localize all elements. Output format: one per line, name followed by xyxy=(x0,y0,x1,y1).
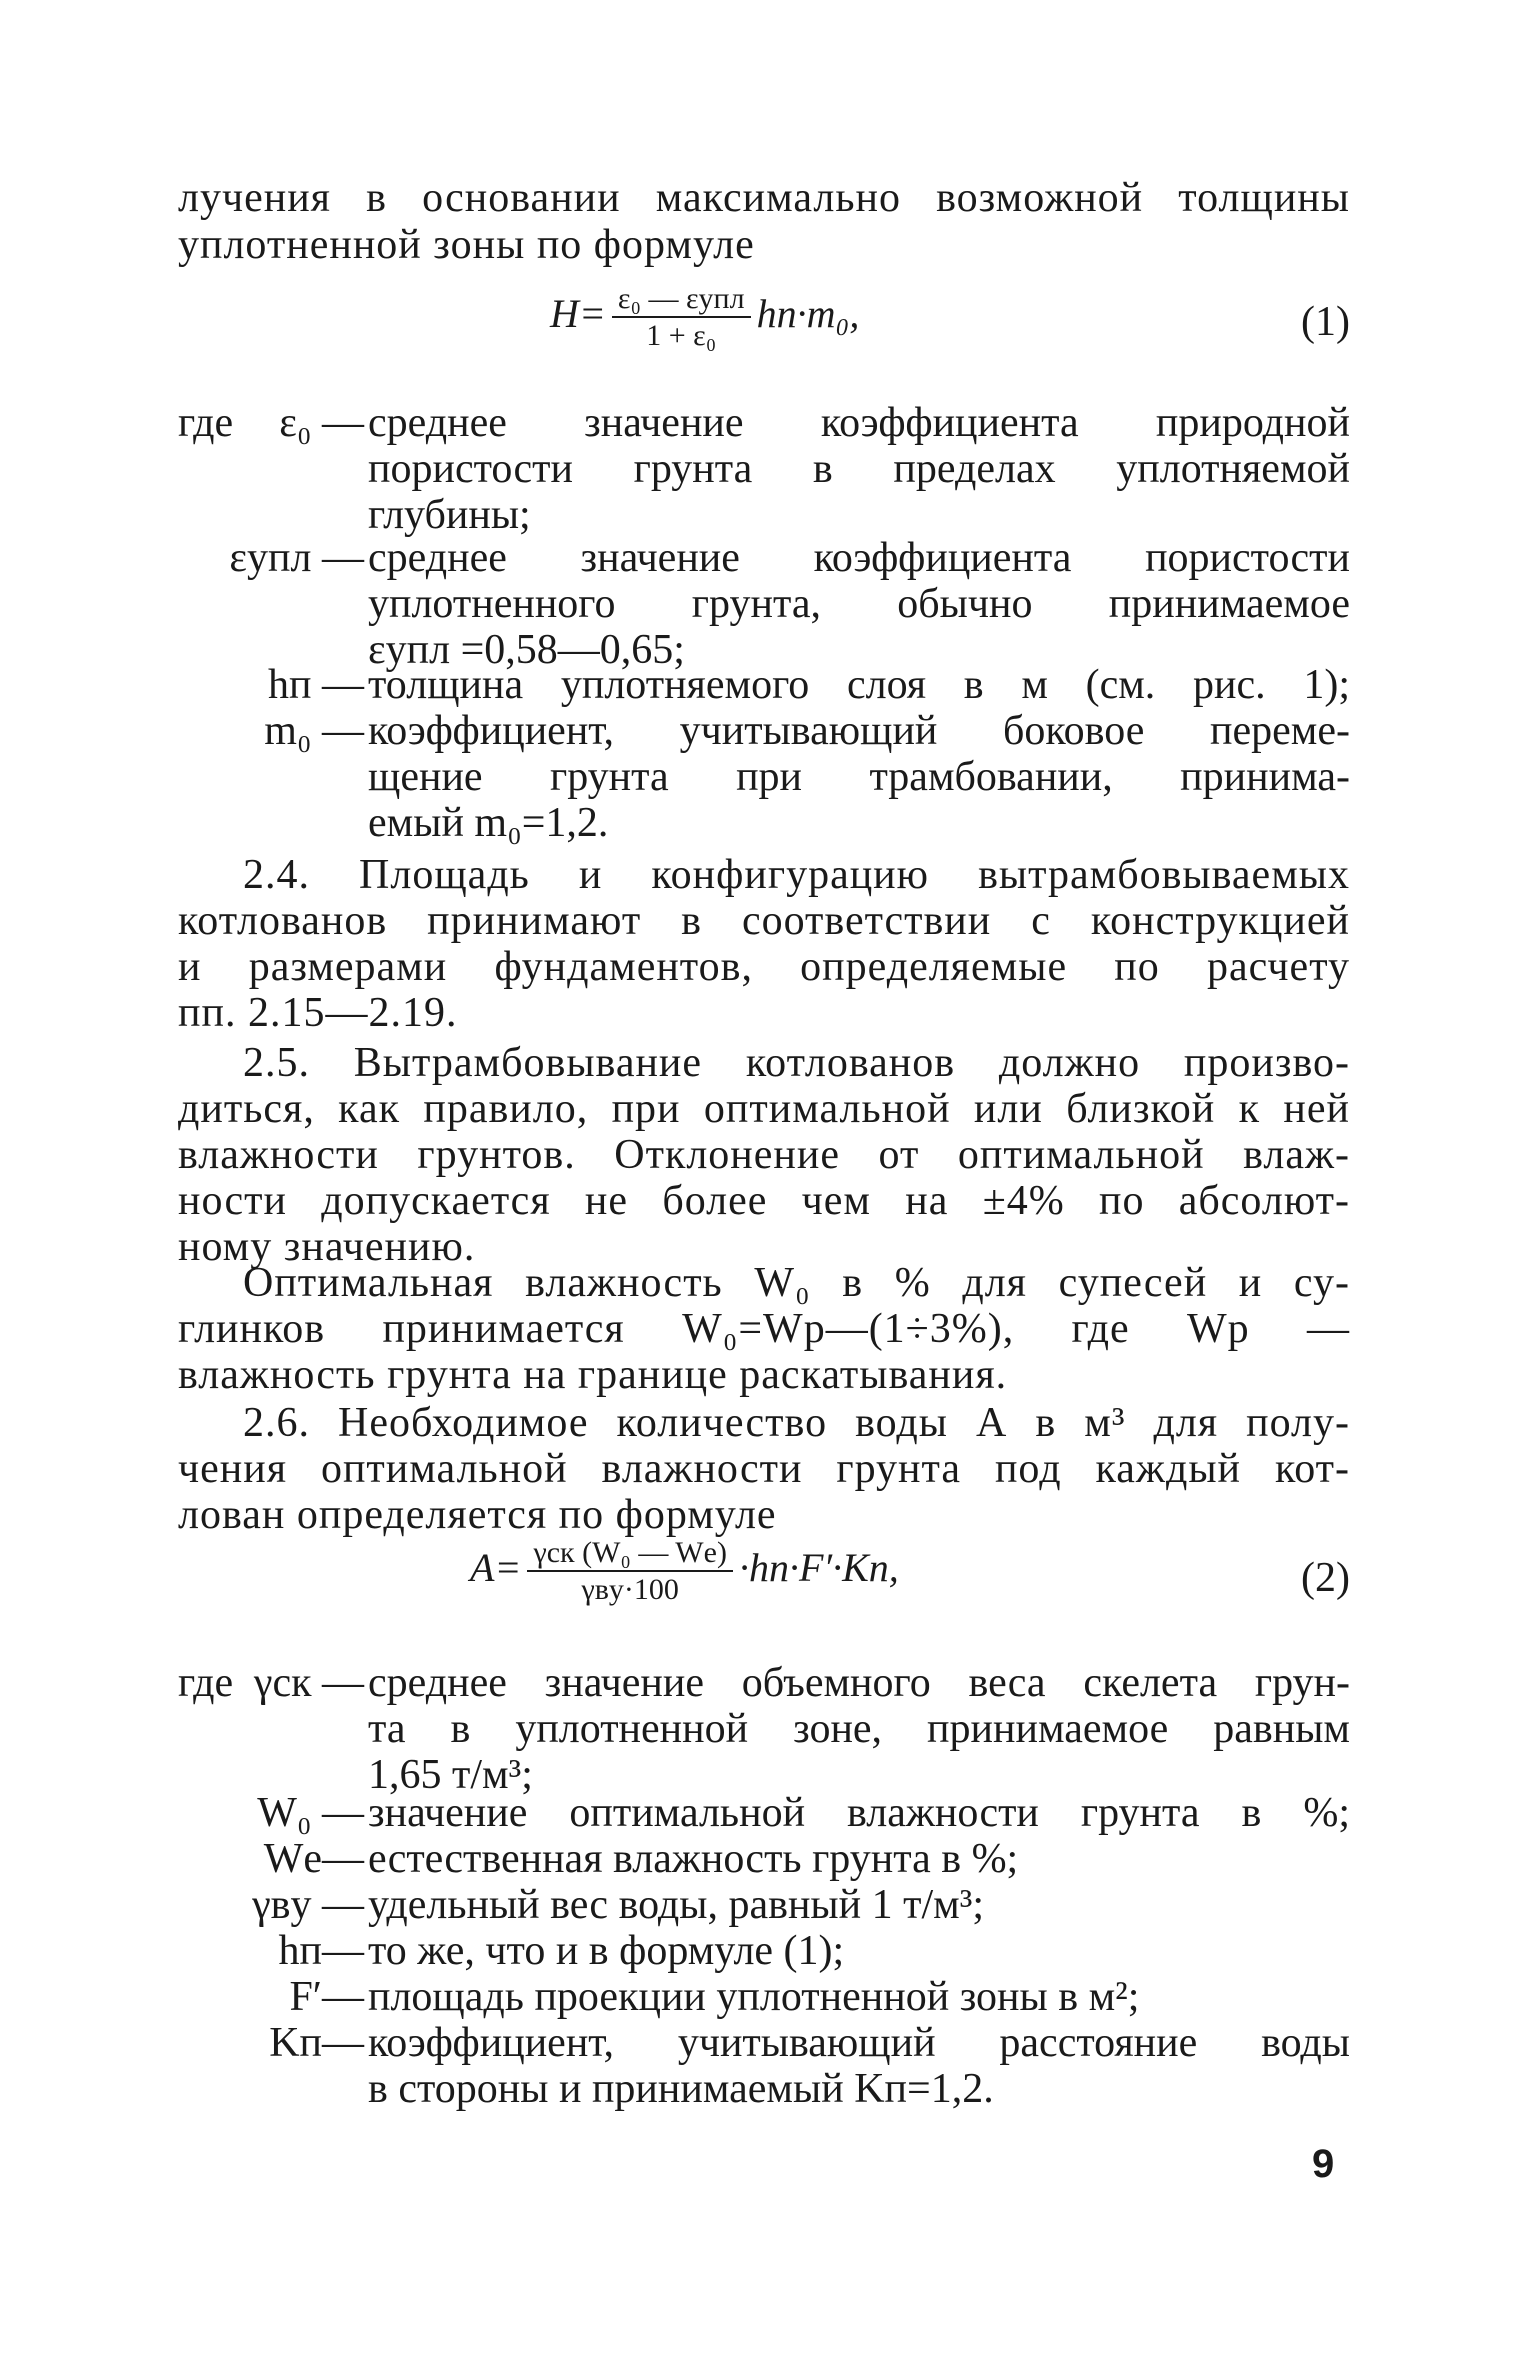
defs-1-desc-2 xyxy=(368,535,1350,673)
intro-line-1: лучения в основании максимально возможной толщины xyxy=(178,175,1350,221)
defs-1-desc-1-line-1: среднее значение коэффициента природной xyxy=(368,400,1350,446)
formula-1-fraction xyxy=(612,282,751,354)
formula-2-numerator: γск (W₀ — Wе) xyxy=(527,1536,733,1572)
defs-2-term-5: hп— xyxy=(278,1928,364,1974)
p25b-line-3: влажность грунта на границе раскатывания. xyxy=(178,1352,1008,1398)
p25b-line-1: Оптимальная влажность W₀ в % для супесей и су- xyxy=(243,1260,1350,1306)
defs-1-desc-4-line-2: щение грунта при трамбовании, принима- xyxy=(368,754,1350,800)
defs-2-desc-6 xyxy=(368,1974,1350,2020)
defs-2-desc-1-line-3: 1,65 т/м³; xyxy=(368,1752,533,1798)
p25-line-3: влажности грунтов. Отклонение от оптимальной влаж- xyxy=(178,1132,1350,1178)
defs-2-desc-3-line-1: естественная влажность грунта в %; xyxy=(368,1836,1019,1882)
formula-2 xyxy=(470,1536,899,1608)
defs-1-desc-1 xyxy=(368,400,1350,538)
defs-2-desc-4-line-1: удельный вес воды, равный 1 т/м³; xyxy=(368,1882,984,1928)
defs-2-term-6: F′— xyxy=(289,1974,364,2020)
defs-2-desc-1-line-2: та в уплотненной зоне, принимаемое равным xyxy=(368,1706,1350,1752)
p26-line-1: 2.6. Необходимое количество воды А в м³ для полу- xyxy=(243,1400,1350,1446)
page-number: 9 xyxy=(1312,2142,1335,2186)
defs-2-desc-7 xyxy=(368,2020,1350,2112)
defs-1-term-2: εупл — xyxy=(229,535,364,581)
defs-1-desc-2-line-2: уплотненного грунта, обычно принимаемое xyxy=(368,581,1350,627)
formula-1-number: (1) xyxy=(1301,299,1350,345)
defs-1-desc-2-line-3: εупл =0,58—0,65; xyxy=(368,627,685,673)
defs-1-desc-4 xyxy=(368,708,1350,846)
defs-1-desc-2-line-1: среднее значение коэффициента пористости xyxy=(368,535,1350,581)
defs-1-desc-1-line-2: пористости грунта в пределах уплотняемой xyxy=(368,446,1350,492)
p24-line-1: 2.4. Площадь и конфигурацию вытрамбовываемых xyxy=(243,852,1350,898)
defs-2-term-4: γвy — xyxy=(252,1882,364,1928)
formula-2-fraction xyxy=(527,1536,733,1608)
defs-2-term-7: Kп— xyxy=(269,2020,364,2066)
defs-2-desc-3 xyxy=(368,1836,1350,1882)
p25b-line-2: глинков принимается W₀=Wр—(1÷3%), где Wр — xyxy=(178,1306,1350,1352)
defs-2-desc-6-line-1: площадь проекции уплотненной зоны в м²; xyxy=(368,1974,1140,2020)
defs-1-term-3: hп — xyxy=(268,662,364,708)
defs-1-desc-4-line-1: коэффициент, учитывающий боковое переме- xyxy=(368,708,1350,754)
p26-line-3: лован определяется по формуле xyxy=(178,1492,777,1538)
defs-1-desc-3-line-1: толщина уплотняемого слоя в м (см. рис. 1); xyxy=(368,662,1350,708)
defs-2-desc-7-line-1: коэффициент, учитывающий расстояние воды xyxy=(368,2020,1350,2066)
formula-2-number: (2) xyxy=(1301,1555,1350,1601)
p26-line-2: чения оптимальной влажности грунта под каждый кот- xyxy=(178,1446,1350,1492)
p24-line-4: пп. 2.15—2.19. xyxy=(178,990,458,1036)
p24-line-3: и размерами фундаментов, определяемые по расчету xyxy=(178,944,1350,990)
formula-1-denominator: 1 + ε₀ xyxy=(646,319,717,352)
defs-1-term-1: ε₀ — xyxy=(279,400,364,446)
defs-2-term-3: Wе— xyxy=(263,1836,364,1882)
formula-1 xyxy=(550,282,859,354)
defs-2-desc-1 xyxy=(368,1660,1350,1798)
defs-2-term-2: W₀ — xyxy=(257,1790,364,1836)
p25-line-4: ности допускается не более чем на ±4% по абсолют- xyxy=(178,1178,1350,1224)
p24-line-2: котлованов принимают в соответствии с конструкцией xyxy=(178,898,1350,944)
defs-2-desc-4 xyxy=(368,1882,1350,1928)
defs-1-desc-3 xyxy=(368,662,1350,708)
defs-2-term-1: γск — xyxy=(253,1660,364,1706)
formula-2-rest: ·hп·F′·Kп, xyxy=(738,1545,899,1591)
p25-line-5: ному значению. xyxy=(178,1224,476,1270)
defs-1-desc-4-line-3: емый m₀=1,2. xyxy=(368,800,609,846)
p25-line-1: 2.5. Вытрамбовывание котлованов должно произво- xyxy=(243,1040,1350,1086)
defs-1-desc-1-line-3: глубины; xyxy=(368,492,531,538)
formula-1-rest: hп·m₀, xyxy=(756,291,860,337)
defs-2-desc-5-line-1: то же, что и в формуле (1); xyxy=(368,1928,845,1974)
formula-2-lhs: A= xyxy=(470,1545,522,1591)
defs-2-desc-1-line-1: среднее значение объемного веса скелета грун- xyxy=(368,1660,1350,1706)
intro-line-2: уплотненной зоны по формуле xyxy=(178,222,755,268)
defs-2-desc-2 xyxy=(368,1790,1350,1836)
p25-line-2: диться, как правило, при оптимальной или близкой к ней xyxy=(178,1086,1350,1132)
formula-1-numerator: ε₀ — εупл xyxy=(612,282,751,318)
defs-2-lead: где xyxy=(178,1660,234,1706)
defs-2-desc-5 xyxy=(368,1928,1350,1974)
defs-2-desc-2-line-1: значение оптимальной влажности грунта в %; xyxy=(368,1790,1350,1836)
defs-2-desc-7-line-2: в стороны и принимаемый Kп=1,2. xyxy=(368,2066,994,2112)
formula-1-lhs: H= xyxy=(550,291,606,337)
defs-1-lead: где xyxy=(178,400,234,446)
defs-1-term-4: m₀ — xyxy=(264,708,364,754)
formula-2-denominator: γвy·100 xyxy=(581,1573,679,1606)
